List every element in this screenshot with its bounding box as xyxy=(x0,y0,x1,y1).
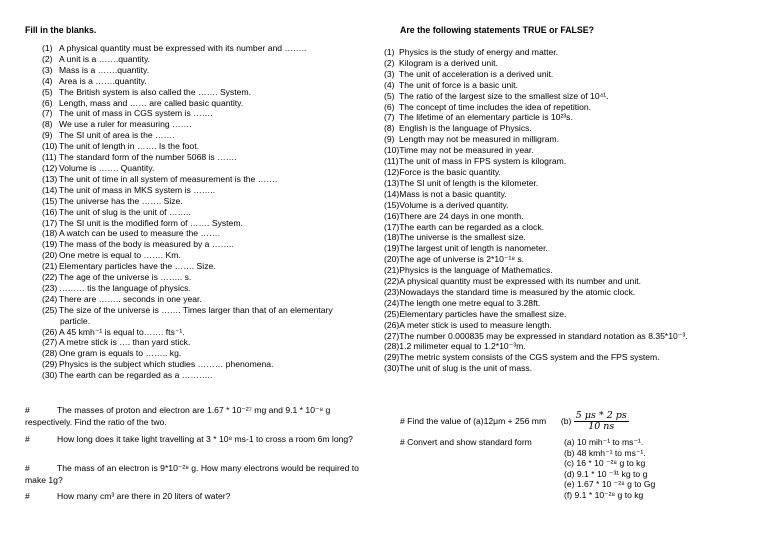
item-number: (24) xyxy=(42,293,58,304)
item-number: (8) xyxy=(42,119,53,130)
list-item xyxy=(42,218,333,229)
item-number: (4) xyxy=(384,79,395,90)
item-text: A unit is a …….quantity. xyxy=(59,53,151,64)
list-item xyxy=(384,47,688,58)
item-text: Nowadays the standard time is measured by the atomic clock. xyxy=(399,286,636,297)
list-item xyxy=(42,108,333,119)
item-text: The SI unit is the modified form of ……. System. xyxy=(59,217,243,228)
list-item xyxy=(42,174,333,185)
list-item xyxy=(42,370,333,381)
item-text: The largest unit of length is nanometer. xyxy=(399,243,548,254)
item-number: (11) xyxy=(384,156,399,167)
item-number: (18) xyxy=(384,232,400,243)
item-number: (26) xyxy=(384,319,400,330)
item-number: (15) xyxy=(384,199,400,210)
convert-item: (c) 16 * 10 ⁻²⁸ g to kg xyxy=(564,458,646,469)
item-number: (30) xyxy=(384,363,400,374)
list-item xyxy=(384,331,688,342)
list-item xyxy=(384,102,688,113)
item-text: A metre stick is …. than yard stick. xyxy=(59,337,191,348)
item-text: The unit of length in ……. Is the foot. xyxy=(59,141,199,152)
item-number: (27) xyxy=(42,337,58,348)
list-item xyxy=(42,185,333,196)
list-item xyxy=(42,163,333,174)
list-item xyxy=(42,43,333,54)
convert-label: # Convert and show standard form xyxy=(400,437,532,447)
list-item xyxy=(384,222,688,233)
item-text: The SI unit of length is the kilometer. xyxy=(399,177,539,188)
item-number: (7) xyxy=(384,112,395,123)
item-number: (6) xyxy=(384,101,395,112)
problem-hash: # xyxy=(25,463,30,473)
list-item xyxy=(384,352,688,363)
item-number: (23) xyxy=(384,286,400,297)
list-item xyxy=(384,178,688,189)
item-text: The earth can be regarded as a ……….. xyxy=(59,370,213,381)
problem-hash: # xyxy=(25,434,30,444)
list-item xyxy=(384,200,688,211)
list-item xyxy=(42,359,333,370)
item-text: Physics is the subject which studies ……… phenomena. xyxy=(59,359,274,370)
item-number: (14) xyxy=(42,184,58,195)
item-number: (2) xyxy=(384,57,395,68)
list-item xyxy=(384,189,688,200)
item-number: (22) xyxy=(384,276,400,287)
problem-text: The masses of proton and electron are 1.67 * 10⁻²⁷ mg and 9.1 * 10⁻⁸ g respectively. Find the ratio of the two. xyxy=(25,405,331,427)
item-text: ……… tis the language of physics. xyxy=(59,282,191,293)
item-number: (28) xyxy=(42,348,58,359)
item-number: (12) xyxy=(42,162,58,173)
item-number: (10) xyxy=(42,141,58,152)
item-number: (10) xyxy=(384,145,400,156)
item-text: The size of the universe is ……. Times larger than that of an elementary xyxy=(59,304,333,315)
item-text: The unit of slug is the unit of mass. xyxy=(399,363,533,374)
item-text: The British system is also called the ……. System. xyxy=(59,86,251,97)
item-text: A physical quantity must be expressed with its number and unit. xyxy=(399,276,642,287)
list-item xyxy=(42,152,333,163)
item-text: One metre is equal to ……. Km. xyxy=(59,250,181,261)
convert-item: (d) 9.1 * 10 ⁻³¹ kg to g xyxy=(564,468,648,479)
item-number: (21) xyxy=(42,261,58,272)
item-text: Elementary particles have the smallest size. xyxy=(399,308,567,319)
convert-item: (e) 1.67 * 10 ⁻²⁸ g to Gg xyxy=(564,479,656,490)
list-item xyxy=(42,141,333,152)
item-number: (18) xyxy=(42,228,58,239)
item-text: The mass of the body is measured by a …….. xyxy=(59,239,234,250)
item-number: (20) xyxy=(384,254,400,265)
item-number: (21) xyxy=(384,265,400,276)
item-text: The unit of mass in CGS system is ……. xyxy=(59,108,213,119)
item-text: Mass is not a basic quantity. xyxy=(399,188,507,199)
item-number: (5) xyxy=(384,90,395,101)
item-number: (20) xyxy=(42,250,58,261)
list-item xyxy=(384,243,688,254)
list-item xyxy=(42,196,333,207)
item-text: Area is a …….quantity. xyxy=(59,75,147,86)
problem-cm3 xyxy=(25,491,375,503)
list-item xyxy=(384,69,688,80)
item-text: The earth can be regarded as a clock. xyxy=(399,221,545,232)
item-text: A meter stick is used to measure length. xyxy=(399,319,552,330)
list-item xyxy=(42,65,333,76)
list-item xyxy=(384,287,688,298)
item-number: (4) xyxy=(42,75,53,86)
item-text: There are 24 days in one month. xyxy=(399,210,524,221)
item-text: The unit of time in all system of measurement is the ……. xyxy=(59,173,278,184)
item-text: The age of the universe is …….. s. xyxy=(59,272,192,283)
convert-item: (a) 10 mih⁻¹ to ms⁻¹. xyxy=(564,437,644,447)
list-item xyxy=(384,156,688,167)
item-text: The SI unit of area is the ……. xyxy=(59,130,175,141)
find-value-b-label: (b) xyxy=(560,415,572,426)
item-number: (24) xyxy=(384,297,400,308)
item-text: Length may not be measured in milligram. xyxy=(399,134,560,145)
item-text: The unit of force is a basic unit. xyxy=(399,79,518,90)
list-item xyxy=(384,254,688,265)
item-text: The unit of mass in FPS system is kilogram. xyxy=(399,156,567,167)
list-item xyxy=(42,348,333,359)
item-number: (28) xyxy=(384,341,400,352)
list-item xyxy=(42,130,333,141)
item-text: A physical quantity must be expressed with its number and …….. xyxy=(59,43,307,53)
list-item xyxy=(384,123,688,134)
item-text: The unit of mass in MKS system is …….. xyxy=(59,184,216,195)
item-text: We use a ruler for measuring ……. xyxy=(59,119,192,130)
list-item xyxy=(384,320,688,331)
item-text: Physics is the study of energy and matter. xyxy=(399,47,559,57)
list-item xyxy=(42,119,333,130)
item-text: The concept of time includes the idea of repetition. xyxy=(399,101,592,112)
list-item xyxy=(384,211,688,222)
item-number: (25) xyxy=(384,308,400,319)
item-number: (11) xyxy=(42,152,57,163)
item-text: The universe is the smallest size. xyxy=(399,232,526,243)
item-text: The metric system consists of the CGS system and the FPS system. xyxy=(399,352,660,363)
item-number: (16) xyxy=(384,210,400,221)
item-number: (7) xyxy=(42,108,53,119)
find-value-label: # Find the value of (a)12μm + 256 mm xyxy=(400,415,547,426)
problem-hash: # xyxy=(25,405,30,415)
list-item xyxy=(42,228,333,239)
item-text: The number 0.000835 may be expressed in standard notation as 8.35*10⁻³. xyxy=(399,330,688,341)
item-number: (3) xyxy=(384,68,395,79)
list-item xyxy=(42,337,333,348)
item-text: One gram is equals to …….. kg. xyxy=(59,348,182,359)
item-text: The ratio of the largest size to the smallest size of 10⁴¹. xyxy=(399,90,609,101)
list-item xyxy=(384,58,688,69)
item-number: (9) xyxy=(42,130,53,141)
list-item xyxy=(42,87,333,98)
item-number: (13) xyxy=(42,173,58,184)
list-item xyxy=(42,316,333,327)
list-item xyxy=(384,363,688,374)
fill-in-blanks-list xyxy=(42,43,333,381)
item-number: (19) xyxy=(384,243,400,254)
item-number: (17) xyxy=(42,217,58,228)
item-number: (29) xyxy=(42,359,58,370)
item-text: Kilogram is a derived unit. xyxy=(399,57,498,68)
item-text: The length one metre equal to 3.28ft. xyxy=(399,297,541,308)
item-number: (12) xyxy=(384,166,400,177)
list-item xyxy=(42,305,333,316)
item-text: The universe has the ……. Size. xyxy=(59,195,183,206)
item-text: The standard form of the number 5068 is ……. xyxy=(59,152,237,163)
list-item xyxy=(42,239,333,250)
item-number: (19) xyxy=(42,239,58,250)
item-text: Elementary particles have the ……. Size. xyxy=(59,261,216,272)
list-item xyxy=(42,294,333,305)
item-text: Time may not be measured in year. xyxy=(399,145,534,156)
item-text: Volume is ……. Quantity. xyxy=(59,162,155,173)
list-item xyxy=(42,261,333,272)
item-text: Mass is a …….quantity. xyxy=(59,64,150,75)
item-text: Length, mass and …… are called basic quantity. xyxy=(59,97,244,108)
problem-mass-ratio xyxy=(25,405,375,428)
list-item xyxy=(42,250,333,261)
convert-item: (f) 9.1 * 10⁻²⁸ g to kg xyxy=(564,489,644,500)
item-number: (16) xyxy=(42,206,58,217)
item-number: (1) xyxy=(384,47,395,57)
list-item xyxy=(42,54,333,65)
list-item xyxy=(384,232,688,243)
item-number: (29) xyxy=(384,352,400,363)
item-number: (8) xyxy=(384,123,395,134)
item-number: (27) xyxy=(384,330,400,341)
list-item xyxy=(384,309,688,320)
fraction-denominator: 10 ns xyxy=(588,421,615,432)
item-text: Volume is a derived quantity. xyxy=(399,199,509,210)
find-value-problem xyxy=(400,411,629,432)
problem-text: How long does it take light travelling at 3 * 10⁸ ms-1 to cross a room 6m long? xyxy=(57,434,353,444)
problem-text: How many cm³ are there in 20 liters of water? xyxy=(57,491,231,501)
item-text: Physics is the language of Mathematics. xyxy=(399,265,553,276)
item-number: (26) xyxy=(42,326,58,337)
list-item xyxy=(384,265,688,276)
item-number: (2) xyxy=(42,53,53,64)
list-item xyxy=(42,98,333,109)
list-item xyxy=(384,298,688,309)
item-number: (22) xyxy=(42,272,58,283)
list-item xyxy=(384,276,688,287)
convert-list xyxy=(564,437,655,501)
item-text: There are …….. seconds in one year. xyxy=(59,293,202,304)
list-item xyxy=(384,341,688,352)
list-item xyxy=(384,145,688,156)
item-number: (1) xyxy=(42,43,53,53)
true-false-heading: Are the following statements TRUE or FALSE? xyxy=(400,25,595,35)
item-number: (30) xyxy=(42,370,58,381)
fraction-expression xyxy=(574,411,629,432)
item-number: (14) xyxy=(384,188,400,199)
list-item xyxy=(42,327,333,338)
item-number: (3) xyxy=(42,64,53,75)
item-text: The age of universe is 2*10⁻¹⁸ s. xyxy=(399,254,525,265)
item-number: (17) xyxy=(384,221,400,232)
convert-item: (b) 48 kmh⁻¹ to ms⁻¹. xyxy=(564,447,646,458)
item-text: The unit of slug is the unit of …….. xyxy=(59,206,191,217)
item-number: (25) xyxy=(42,304,58,315)
item-number: (13) xyxy=(384,177,400,188)
fraction-numerator: 5 μs * 2 ps xyxy=(575,410,627,421)
item-number: (9) xyxy=(384,134,395,145)
item-text: 1.2 milimeter equal to 1.2*10⁻³m. xyxy=(399,341,526,352)
list-item xyxy=(384,80,688,91)
list-item xyxy=(384,167,688,178)
item-text: particle. xyxy=(60,315,91,326)
item-number: (5) xyxy=(42,86,53,97)
item-text: Force is the basic quantity. xyxy=(399,166,501,177)
item-number: (15) xyxy=(42,195,58,206)
item-number: (6) xyxy=(42,97,53,108)
list-item xyxy=(384,91,688,102)
list-item xyxy=(42,283,333,294)
list-item xyxy=(42,207,333,218)
item-text: English is the language of Physics. xyxy=(399,123,532,134)
list-item xyxy=(384,134,688,145)
fill-in-blanks-heading: Fill in the blanks. xyxy=(25,25,97,35)
list-item xyxy=(42,272,333,283)
problem-electrons xyxy=(25,463,375,486)
true-false-list xyxy=(384,47,688,374)
list-item xyxy=(384,112,688,123)
item-text: A 45 kmh⁻¹ is equal to……. fts⁻¹. xyxy=(59,326,185,337)
problem-hash: # xyxy=(25,491,30,501)
item-number: (23) xyxy=(42,282,58,293)
item-text: A watch can be used to measure the ……. xyxy=(59,228,220,239)
problem-text: The mass of an electron is 9*10⁻²⁸ g. How many electrons would be required to make 1g? xyxy=(25,463,359,485)
list-item xyxy=(42,76,333,87)
problem-light-travel xyxy=(25,434,375,446)
item-text: The lifetime of an elementary particle is 10²³s. xyxy=(399,112,573,123)
item-text: The unit of acceleration is a derived unit. xyxy=(399,68,554,79)
